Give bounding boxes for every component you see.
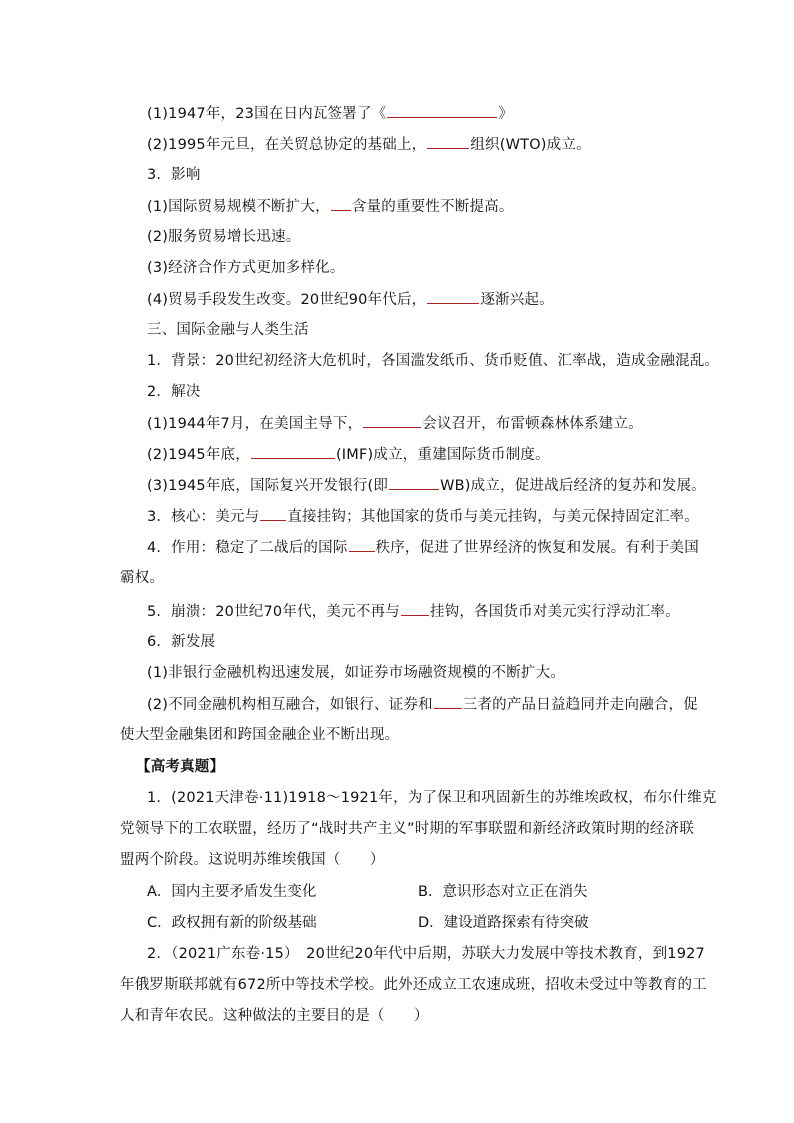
line-5: (2)服务贸易增长迅速。 — [147, 229, 301, 245]
question-2-line-2: 年俄罗斯联邦就有672所中等技术学校。此外还成立工农速成班，招收未受过中等教育的工 — [120, 977, 707, 993]
heading-solution: 2．解决 — [147, 384, 201, 400]
fill-blank[interactable] — [363, 413, 421, 428]
line-14: 3．核心：美元与 直接挂钩；其他国家的货币与美元挂钩，与美元保持固定汇率。 — [147, 506, 699, 527]
line-15: 4．作用：稳定了二战后的国际 秩序，促进了世界经济的恢复和发展。有利于美国 — [147, 537, 699, 558]
line-19-cont: 使大型金融集团和跨国金融企业不断出现。 — [120, 727, 400, 743]
line-15-cont: 霸权。 — [120, 570, 165, 586]
option-b[interactable]: B．意识形态对立正在消失 — [418, 884, 588, 900]
option-a[interactable]: A．国内主要矛盾发生变化 — [147, 884, 317, 900]
fill-blank[interactable] — [427, 289, 479, 304]
line-16: 5．崩溃：20世纪70年代，美元不再与 挂钩，各国货币对美元实行浮动汇率。 — [147, 601, 680, 622]
line-7: (4)贸易手段发生改变。20世纪90年代后， 逐渐兴起。 — [147, 289, 554, 310]
question-1-line-1: 1．(2021天津卷·11)1918～1921年，为了保卫和巩固新生的苏维埃政权，布尔什维克 — [147, 790, 717, 806]
section-heading: 三、国际金融与人类生活 — [147, 322, 309, 338]
fill-blank[interactable] — [401, 601, 429, 616]
fill-blank[interactable] — [387, 103, 497, 118]
question-1-line-2: 党领导下的工农联盟，经历了“战时共产主义”时期的军事联盟和新经济政策时期的经济联 — [120, 821, 695, 837]
line-11: (1)1944年7月，在美国主导下， 会议召开，布雷顿森林体系建立。 — [147, 413, 643, 434]
line-13: (3)1945年底，国际复兴开发银行(即 WB)成立，促进战后经济的复苏和发展。 — [147, 475, 706, 496]
option-d[interactable]: D．建设道路探索有待突破 — [418, 915, 589, 931]
question-1-line-3: 盟两个阶段。这说明苏维埃俄国（ ） — [120, 852, 385, 868]
heading-impact: 3．影响 — [147, 167, 201, 183]
exam-heading: 【高考真题】 — [136, 759, 225, 775]
question-2-line-3: 人和青年农民。这种做法的主要目的是（ ） — [120, 1008, 429, 1024]
question-2-line-1: 2．（2021广东卷·15） 20世纪20年代中后期，苏联大力发展中等技术教育，到1927 — [147, 946, 705, 962]
fill-blank[interactable] — [251, 444, 335, 459]
fill-blank[interactable] — [349, 537, 375, 552]
fill-blank[interactable] — [434, 694, 462, 709]
fill-blank[interactable] — [427, 134, 469, 149]
fill-blank[interactable] — [331, 196, 351, 211]
line-1: (1)1947年，23国在日内瓦签署了《 》 — [147, 103, 513, 124]
line-19: (2)不同金融机构相互融合，如银行、证券和 三者的产品日益趋同并走向融合，促 — [147, 694, 698, 715]
line-9: 1．背景：20世纪初经济大危机时，各国滥发纸币、货币贬值、汇率战，造成金融混乱。 — [147, 353, 720, 369]
line-18: (1)非银行金融机构迅速发展，如证券市场融资规模的不断扩大。 — [147, 665, 566, 681]
line-6: (3)经济合作方式更加多样化。 — [147, 260, 345, 276]
fill-blank[interactable] — [389, 475, 439, 490]
line-4: (1)国际贸易规模不断扩大， 含量的重要性不断提高。 — [147, 196, 514, 217]
line-2: (2)1995年元旦，在关贸总协定的基础上， 组织(WTO)成立。 — [147, 134, 591, 155]
heading-new-dev: 6．新发展 — [147, 634, 216, 650]
line-12: (2)1945年底， (IMF)成立，重建国际货币制度。 — [147, 444, 550, 465]
fill-blank[interactable] — [260, 506, 286, 521]
option-c[interactable]: C．政权拥有新的阶级基础 — [147, 915, 317, 931]
